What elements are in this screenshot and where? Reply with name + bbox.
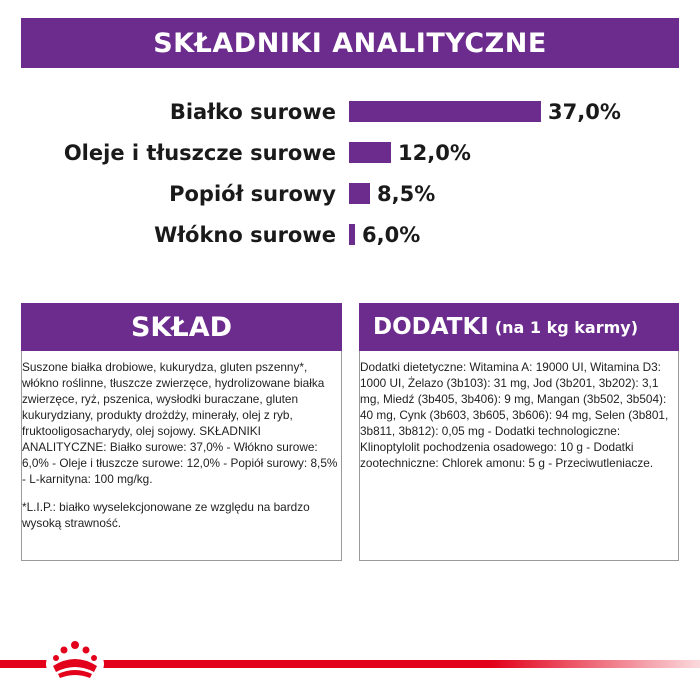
bar-row	[0, 97, 700, 127]
bar-label: Białko surowe	[169, 100, 336, 124]
bar-value-label: 6,0%	[362, 223, 421, 247]
dodatki-text: Dodatki dietetyczne: Witamina A: 19000 UI, Witamina D3: 1000 UI, Żelazo (3b103): 31 mg, Jod (3b201, 3b202): 3,1 mg, Miedź (3b405, 3b406): 9 mg, Mangan (3b502, 3b504): 40 mg, Cynk (3b603, 3b605, 3b606): 94 mg, Selen (3b801, 3b811, 3b812): 0,05 mg - Dodatki technologiczne: Klinoptylolit pochodzenia osadowego: 10 g - Dodatki zootechniczne: Chlorek amonu: 5 g - Przeciwutleniacze.	[360, 360, 669, 470]
sklad-title: SKŁAD	[130, 311, 232, 343]
bar-value-label: 8,5%	[377, 182, 436, 206]
sklad-header	[21, 303, 342, 351]
royal-canin-crown-icon	[44, 636, 106, 684]
dodatki-subtitle: (na 1 kg karmy)	[494, 317, 639, 337]
sklad-panel	[21, 351, 342, 561]
bar-value-label: 12,0%	[398, 141, 471, 165]
bar-label: Włókno surowe	[154, 223, 336, 247]
dodatki-header	[359, 303, 679, 351]
bar-label: Popiół surowy	[169, 182, 336, 206]
sklad-text: Suszone białka drobiowe, kukurydza, gluten pszenny*, włókno roślinne, tłuszcze zwierzęce, hydrolizowane białka zwierzęce, ryż, pszenica, wysłodki buraczane, gluten kukurydziany, produkty drożdży, minerały, olej z ryb, fruktooligosacharydy, olej sojowy. SKŁADNIKI ANALITYCZNE: Białko surowe: 37,0% - Włókno surowe: 6,0% - Oleje i tłuszcze surowe: 12,0% - Popiół surowy: 8,5% - L-karnityna: 100 mg/kg.	[22, 360, 338, 486]
lip-footnote: *L.I.P.: białko wyselekcjonowane ze względu na bardzo wysoką strawność.	[22, 500, 310, 530]
bar-value-label: 37,0%	[548, 100, 621, 124]
analytical-title: SKŁADNIKI ANALITYCZNE	[153, 27, 547, 59]
bar-row	[0, 138, 700, 168]
bar-row	[0, 220, 700, 250]
bar	[349, 183, 370, 204]
bar-row	[0, 179, 700, 209]
bar	[349, 224, 355, 245]
dodatki-panel	[359, 351, 679, 561]
bar	[349, 101, 541, 122]
dodatki-title: DODATKI	[373, 314, 489, 340]
analytical-header	[21, 18, 679, 68]
bar-label: Oleje i tłuszcze surowe	[63, 141, 336, 165]
bar	[349, 142, 391, 163]
